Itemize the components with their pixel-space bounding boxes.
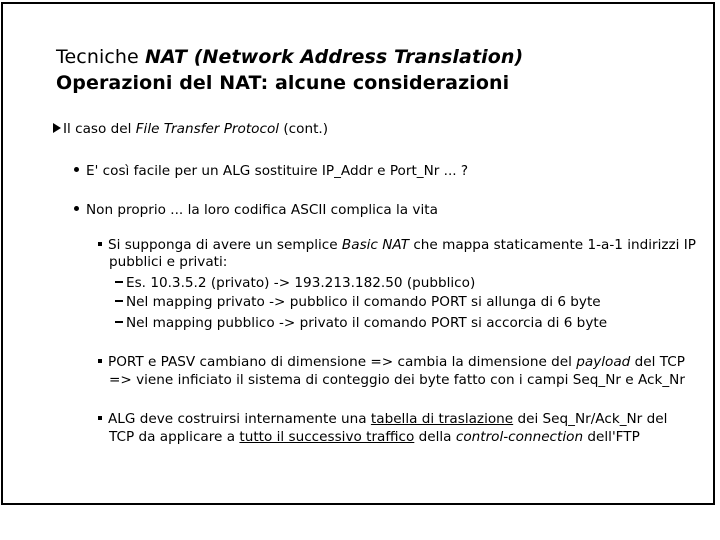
- title-nat-expansion: NAT (Network Address Translation): [144, 46, 524, 68]
- bullet-2: [74, 202, 438, 219]
- sub-bullet-1-prefix: Si supponga di avere un semplice: [108, 237, 342, 253]
- topic-ftp: File Transfer Protocol: [135, 121, 280, 137]
- title-line-1: [56, 44, 523, 70]
- square-bullet-icon: [98, 242, 102, 246]
- square-bullet-icon: [98, 359, 102, 363]
- sub-bullet-3-line-2-traffic: tutto il successivo traffico: [239, 429, 415, 445]
- sub-bullet-2-prefix: PORT e PASV cambiano di dimensione => cambia la dimensione del: [108, 354, 577, 370]
- dash-item-1: [115, 275, 475, 292]
- sub-bullet-3-line-2-suffix: dell'FTP: [583, 429, 640, 445]
- sub-bullet-3: [98, 411, 667, 428]
- sub-bullet-2-line-2: => viene inficiato il sistema di conteggio dei byte fatto con i campi Seq_Nr e Ack_Nr: [109, 372, 685, 388]
- dash-item-3-text: Nel mapping pubblico -> privato il comando PORT si accorcia di 6 byte: [126, 315, 608, 331]
- topic-line: [53, 121, 328, 138]
- sub-bullet-3-line-2-mid: della: [414, 429, 456, 445]
- sub-bullet-3-line-2-prefix: TCP da applicare a: [109, 429, 240, 445]
- sub-bullet-2: [98, 354, 685, 371]
- topic-prefix: Il caso del: [63, 121, 136, 137]
- topic-suffix: (cont.): [279, 121, 329, 137]
- dash-item-2-text: Nel mapping privato -> pubblico il comando PORT si allunga di 6 byte: [126, 294, 601, 310]
- dash-bullet-icon: [115, 321, 123, 323]
- bullet-1-text: E' così facile per un ALG sostituire IP_Addr e Port_Nr ... ?: [86, 163, 469, 179]
- bullet-1: [74, 163, 468, 180]
- arrow-bullet-icon: [53, 123, 61, 133]
- sub-bullet-3-line-2: [109, 429, 640, 446]
- dash-bullet-icon: [115, 281, 123, 283]
- sub-bullet-1-line-2: pubblici e privati:: [109, 254, 228, 270]
- sub-bullet-3-suffix: dei Seq_Nr/Ack_Nr del: [513, 411, 668, 427]
- dash-item-1-text: Es. 10.3.5.2 (privato) -> 193.213.182.50 (pubblico): [126, 275, 476, 291]
- title-prefix: Tecniche: [56, 46, 145, 68]
- sub-bullet-3-line-2-control: control-connection: [455, 429, 584, 445]
- slide-title: [56, 44, 523, 96]
- square-bullet-icon: [98, 416, 102, 420]
- sub-bullet-1-suffix: che mappa staticamente 1-a-1 indirizzi IP: [409, 237, 696, 253]
- dash-bullet-icon: [115, 300, 123, 302]
- sub-bullet-3-prefix: ALG deve costruirsi internamente una: [108, 411, 371, 427]
- dot-bullet-icon: [74, 206, 79, 211]
- sub-bullet-2-payload: payload: [576, 354, 631, 370]
- bullet-2-text: Non proprio ... la loro codifica ASCII complica la vita: [86, 202, 438, 218]
- dot-bullet-icon: [74, 167, 79, 172]
- sub-bullet-3-table: tabella di traslazione: [370, 411, 514, 427]
- dash-item-3: [115, 315, 607, 332]
- title-line-2: Operazioni del NAT: alcune considerazioni: [56, 72, 510, 94]
- sub-bullet-1: [98, 237, 696, 254]
- sub-bullet-1-basic-nat: Basic NAT: [341, 237, 410, 253]
- dash-item-2: [115, 294, 601, 311]
- sub-bullet-2-suffix: del TCP: [630, 354, 685, 370]
